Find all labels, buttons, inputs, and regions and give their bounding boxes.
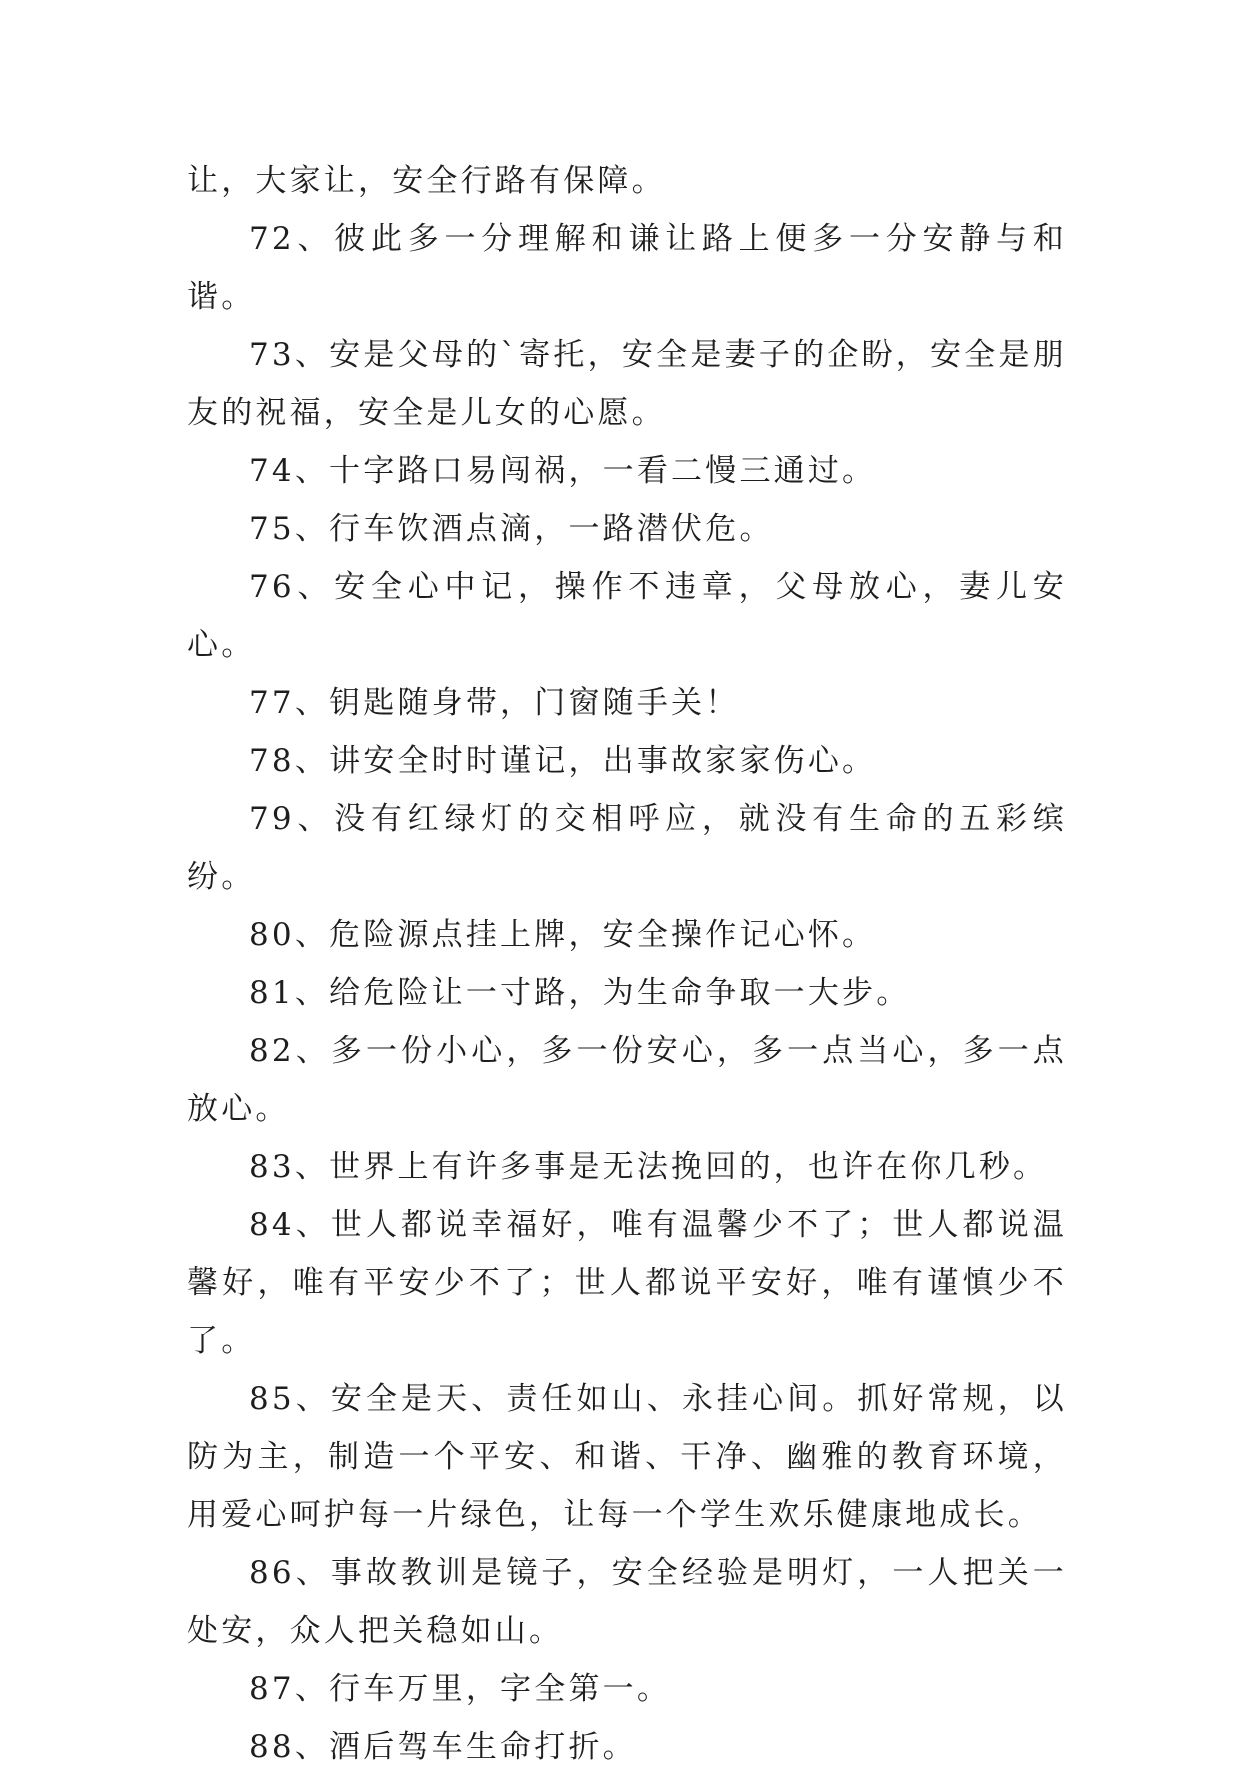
paragraph: 77、钥匙随身带，门窗随手关！ (249, 685, 740, 721)
paragraph: 74、十字路口易闯祸，一看二慢三通过。 (249, 453, 877, 489)
paragraph: 81、给危险让一寸路，为生命争取一大步。 (249, 975, 911, 1011)
paragraph: 79、没有红绿灯的交相呼应，就没有生命的五彩缤纷。 (187, 801, 1067, 895)
paragraph: 83、世界上有许多事是无法挽回的，也许在你几秒。 (249, 1149, 1048, 1185)
paragraph: 76、安全心中记，操作不违章，父母放心，妻儿安心。 (187, 569, 1067, 663)
paragraph: 86、事故教训是镜子，安全经验是明灯，一人把关一处安，众人把关稳如山。 (187, 1555, 1067, 1649)
paragraph: 82、多一份小心，多一份安心，多一点当心，多一点放心。 (187, 1033, 1067, 1127)
paragraph: 88、酒后驾车生命打折。 (249, 1729, 637, 1765)
paragraph: 75、行车饮酒点滴，一路潜伏危。 (249, 511, 774, 547)
paragraph: 73、安是父母的`寄托，安全是妻子的企盼，安全是朋友的祝福，安全是儿女的心愿。 (187, 337, 1067, 431)
paragraph: 87、行车万里，字全第一。 (249, 1671, 672, 1707)
paragraph: 72、彼此多一分理解和谦让路上便多一分安静与和谐。 (187, 221, 1067, 315)
paragraph: 80、危险源点挂上牌，安全操作记心怀。 (249, 917, 877, 953)
paragraph: 78、讲安全时时谨记，出事故家家伤心。 (249, 743, 877, 779)
paragraph: 84、世人都说幸福好，唯有温馨少不了；世人都说温馨好，唯有平安少不了；世人都说平安好，唯有谨慎少不了。 (187, 1207, 1067, 1359)
paragraph: 85、安全是天、责任如山、永挂心间。抓好常规，以防为主，制造一个平安、和谐、干净、幽雅的教育环境，用爱心呵护每一片绿色，让每一个学生欢乐健康地成长。 (187, 1381, 1067, 1533)
paragraph: 让，大家让，安全行路有保障。 (187, 163, 666, 199)
document-body (187, 152, 1067, 1776)
